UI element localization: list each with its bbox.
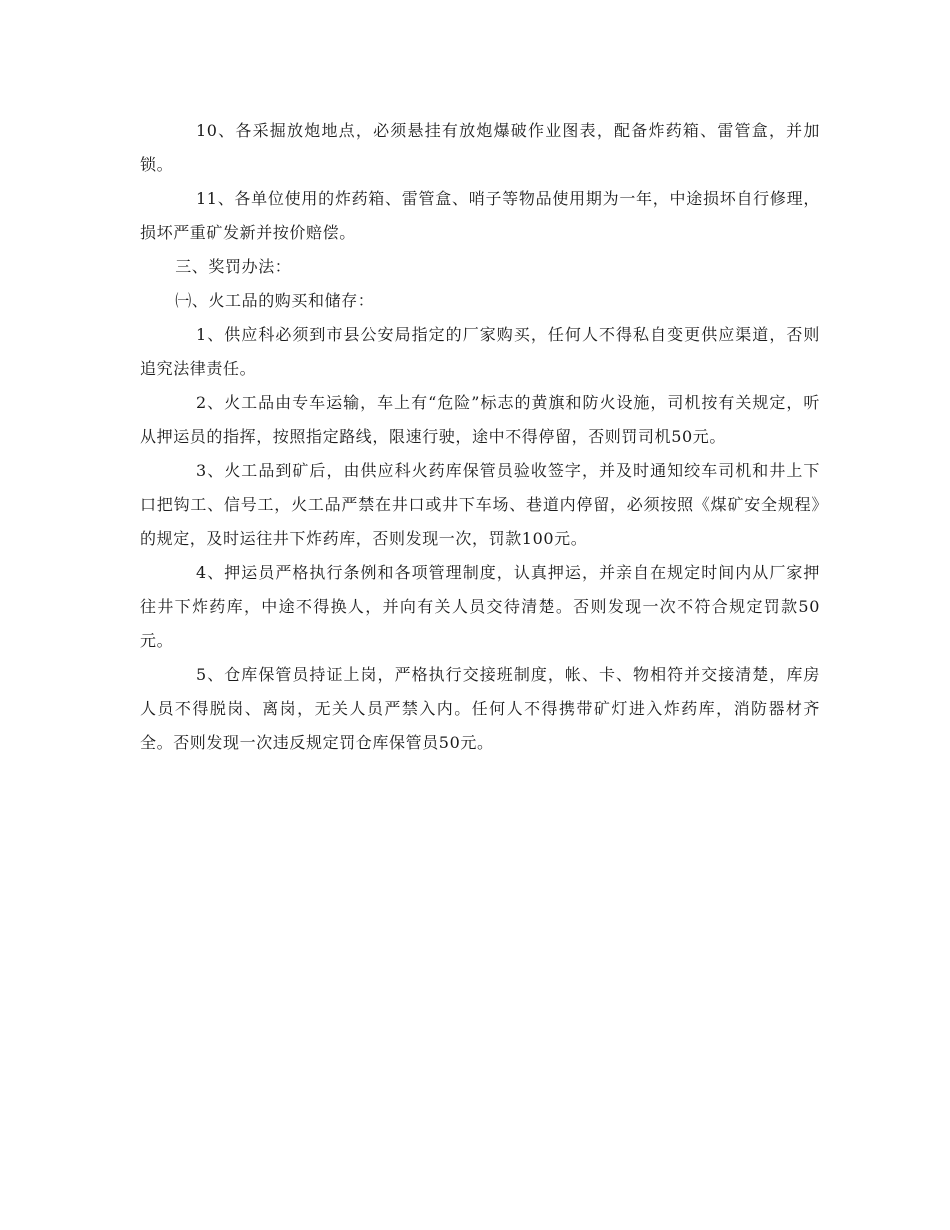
section-heading-rewards-penalties: 三、奖罚办法： xyxy=(175,257,292,276)
paragraph-item-3: 3、火工品到矿后，由供应科火药库保管员验收签字，并及时通知绞车司机和井上下口把钩工、信号工，火工品严禁在井口或井下车场、巷道内停留，必须按照《煤矿安全规程》的规定，及时运往井下炸药库，否则发现一次，罚款100元。 xyxy=(140,461,820,548)
document-body xyxy=(140,114,820,760)
paragraph-item-5: 5、仓库保管员持证上岗，严格执行交接班制度，帐、卡、物相符并交接清楚，库房人员不得脱岗、离岗，无关人员严禁入内。任何人不得携带矿灯进入炸药库，消防器材齐全。否则发现一次违反规定罚仓库保管员50元。 xyxy=(140,665,820,752)
paragraph-item-2: 2、火工品由专车运输，车上有“危险”标志的黄旗和防火设施，司机按有关规定，听从押运员的指挥，按照指定路线，限速行驶，途中不得停留，否则罚司机50元。 xyxy=(140,393,820,446)
subsection-heading-purchase-storage: ㈠、火工品的购买和储存： xyxy=(175,291,375,310)
paragraph-item-11: 11、各单位使用的炸药箱、雷管盒、哨子等物品使用期为一年，中途损坏自行修理，损坏严重矿发新并按价赔偿。 xyxy=(140,189,820,242)
paragraph-item-1: 1、供应科必须到市县公安局指定的厂家购买，任何人不得私自变更供应渠道，否则追究法律责任。 xyxy=(140,325,820,378)
paragraph-item-10: 10、各采掘放炮地点，必须悬挂有放炮爆破作业图表，配备炸药箱、雷管盒，并加锁。 xyxy=(140,121,820,174)
paragraph-item-4: 4、押运员严格执行条例和各项管理制度，认真押运，并亲自在规定时间内从厂家押往井下炸药库，中途不得换人，并向有关人员交待清楚。否则发现一次不符合规定罚款50元。 xyxy=(140,563,820,650)
